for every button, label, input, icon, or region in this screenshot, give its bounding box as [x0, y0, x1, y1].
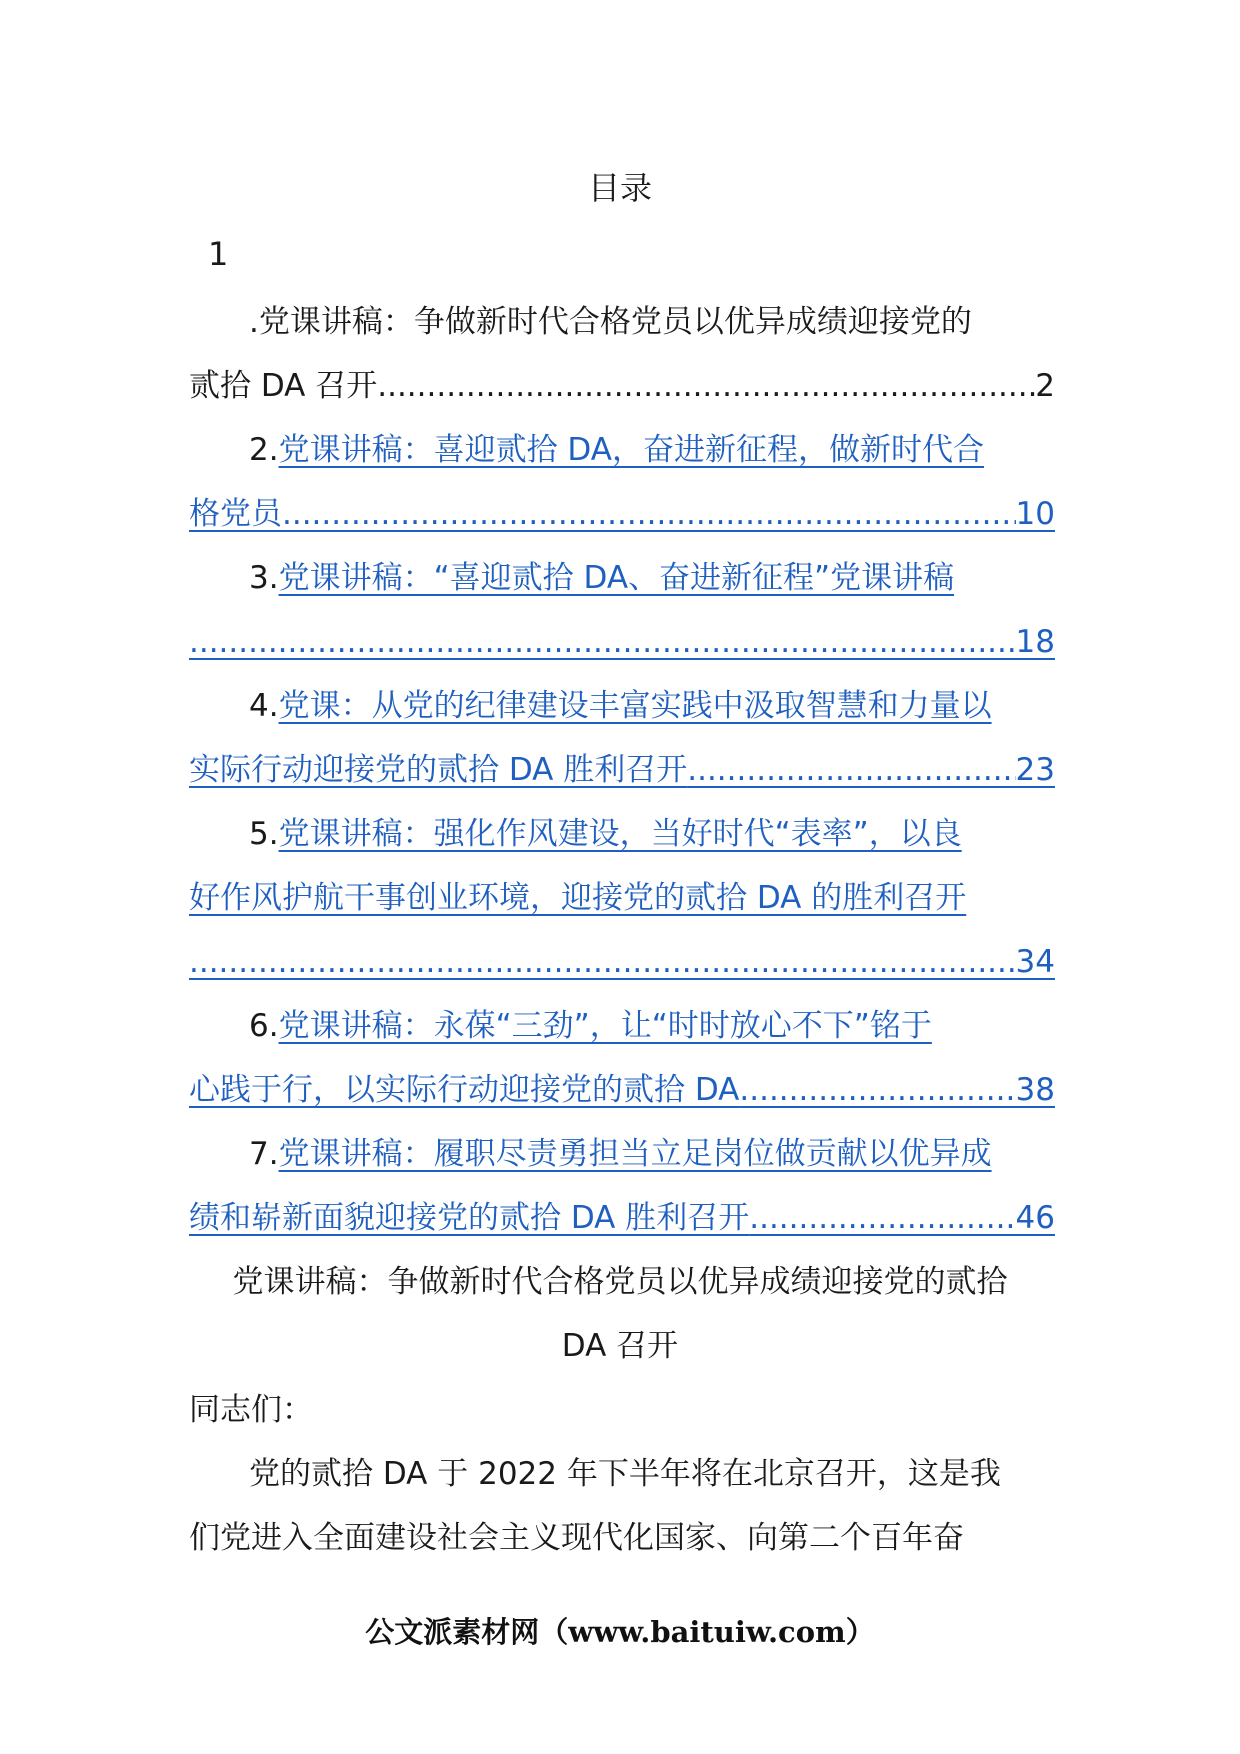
toc-entry-2-line1[interactable] — [189, 430, 1055, 470]
toc-entry-num: 3. — [249, 560, 279, 596]
toc-entry-4-line1[interactable] — [189, 686, 1055, 726]
toc-number-line: 1 — [208, 235, 229, 273]
dot-leader — [189, 942, 1016, 982]
toc-entry-link[interactable]: 党课讲稿：永葆“三劲”，让“时时放心不下”铭于 — [278, 1008, 932, 1044]
toc-entry-link[interactable]: 实际行动迎接党的贰拾 DA 胜利召开 — [189, 752, 688, 788]
toc-entry-7-line2[interactable] — [189, 1198, 1055, 1238]
toc-page-number[interactable]: 38 — [1015, 1072, 1055, 1108]
toc-page-number[interactable]: 23 — [1015, 752, 1055, 788]
toc-page-number[interactable]: 18 — [1015, 624, 1055, 660]
toc-entry-text: 党课讲稿：争做新时代合格党员以优异成绩迎接党的 — [258, 304, 972, 340]
dot-leader — [189, 622, 1016, 662]
toc-entry-link[interactable]: 心践于行，以实际行动迎接党的贰拾 DA — [189, 1072, 740, 1108]
article-paragraph-line1: 党的贰拾 DA 于 2022 年下半年将在北京召开，这是我 — [249, 1456, 1001, 1492]
toc-entry-num: 2. — [249, 432, 279, 468]
toc-entry-num: 4. — [249, 688, 279, 724]
toc-entry-5-line1[interactable] — [189, 814, 1055, 854]
toc-page-number[interactable]: 34 — [1015, 944, 1055, 980]
toc-entry-link[interactable]: 党课：从党的纪律建设丰富实践中汲取智慧和力量以 — [278, 688, 992, 724]
toc-entry-text: 贰拾 DA 召开 — [189, 368, 378, 404]
dot-leader — [749, 1198, 1015, 1238]
toc-entry-6-line1[interactable] — [189, 1006, 1055, 1046]
toc-entry-num: 7. — [249, 1136, 279, 1172]
toc-page-number[interactable]: 46 — [1015, 1200, 1055, 1236]
toc-page-number[interactable]: 10 — [1015, 496, 1055, 532]
toc-entry-7-line1[interactable] — [189, 1134, 1055, 1174]
toc-entry-1-line1[interactable] — [189, 302, 1055, 342]
article-paragraph-line2: 们党进入全面建设社会主义现代化国家、向第二个百年奋 — [189, 1520, 964, 1556]
toc-entry-4-line2[interactable] — [189, 750, 1055, 790]
toc-entry-num: 5. — [249, 816, 279, 852]
toc-entry-5-line2[interactable] — [189, 878, 1055, 918]
dot-leader — [282, 494, 1016, 534]
toc-entry-5-line3[interactable] — [189, 942, 1055, 982]
toc-entry-link[interactable]: 好作风护航干事创业环境，迎接党的贰拾 DA 的胜利召开 — [189, 880, 967, 916]
toc-entry-num: . — [249, 304, 259, 340]
toc-entry-link[interactable]: 绩和崭新面貌迎接党的贰拾 DA 胜利召开 — [189, 1200, 750, 1236]
toc-entry-num: 6. — [249, 1008, 279, 1044]
toc-title: 目录 — [587, 169, 652, 207]
dot-leader — [739, 1070, 1015, 1110]
toc-entry-link[interactable]: 党课讲稿：喜迎贰拾 DA，奋进新征程，做新时代合 — [278, 432, 984, 468]
toc-entry-2-line2[interactable] — [189, 494, 1055, 534]
article-title-line2: DA 召开 — [561, 1328, 679, 1364]
toc-entry-1-line2[interactable] — [189, 366, 1055, 406]
dot-leader — [377, 366, 1035, 406]
footer-watermark: 公文派素材网（www.baituiw.com） — [365, 1615, 875, 1649]
dot-leader — [687, 750, 1015, 790]
toc-entry-3-line2[interactable] — [189, 622, 1055, 662]
toc-entry-3-line1[interactable] — [189, 558, 1055, 598]
article-salutation: 同志们： — [189, 1392, 313, 1428]
article-title-line1: 党课讲稿：争做新时代合格党员以优异成绩迎接党的贰拾 — [232, 1264, 1008, 1300]
toc-entry-6-line2[interactable] — [189, 1070, 1055, 1110]
toc-entry-link[interactable]: 党课讲稿：履职尽责勇担当立足岗位做贡献以优异成 — [278, 1136, 992, 1172]
toc-entry-link[interactable]: 格党员 — [189, 496, 282, 532]
toc-entry-link[interactable]: 党课讲稿：“喜迎贰拾 DA、奋进新征程”党课讲稿 — [278, 560, 955, 596]
toc-page-number: 2 — [1035, 368, 1055, 404]
toc-entry-link[interactable]: 党课讲稿：强化作风建设，当好时代“表率”，以良 — [278, 816, 962, 852]
